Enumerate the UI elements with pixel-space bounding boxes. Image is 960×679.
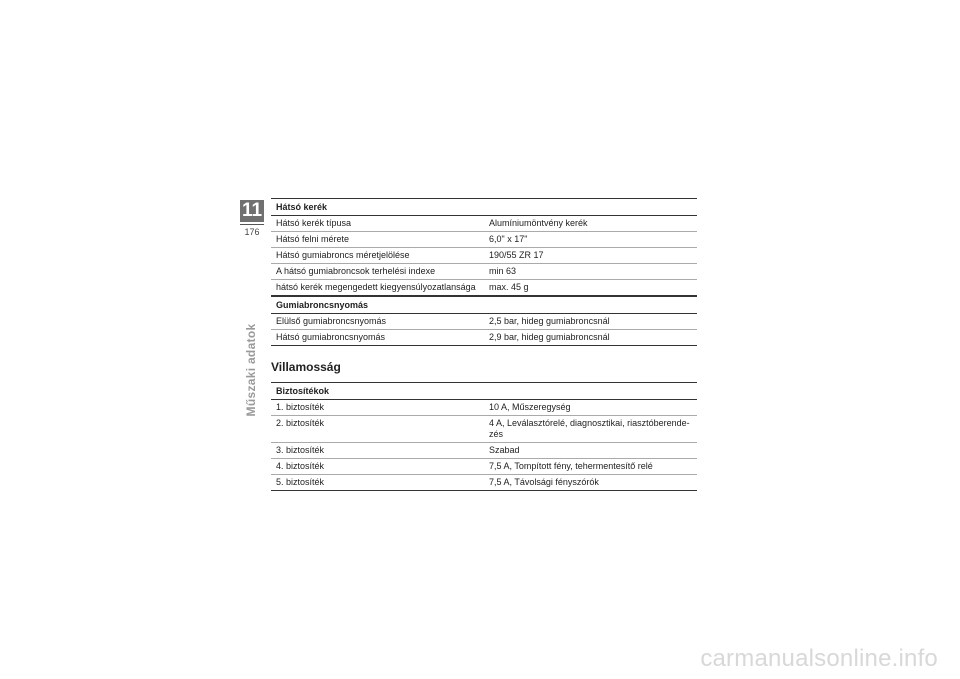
- row-value: 7,5 A, Tompított fény, tehermentesítő relé: [484, 459, 697, 475]
- fuses-heading: Biztosítékok: [271, 383, 697, 400]
- row-value: max. 45 g: [484, 280, 697, 296]
- table-row: [271, 264, 697, 280]
- table-row: [271, 216, 697, 232]
- table-row: [271, 443, 697, 459]
- row-label: Elülső gumiabroncsnyomás: [271, 314, 484, 330]
- row-label: 3. biztosíték: [271, 443, 484, 459]
- row-value: min 63: [484, 264, 697, 280]
- row-label: 5. biztosíték: [271, 475, 484, 491]
- page-number: 176: [240, 224, 264, 237]
- page-content: [271, 198, 697, 491]
- row-value: 7,5 A, Távolsági fényszórók: [484, 475, 697, 491]
- row-value: 4 A, Leválasztórelé, diagnosztikai, riasztóberende-zés: [484, 416, 697, 443]
- table-row: [271, 459, 697, 475]
- rear-wheel-rows: [271, 216, 697, 296]
- row-label: Hátsó kerék típusa: [271, 216, 484, 232]
- table-row: [271, 475, 697, 491]
- chapter-number: 11: [241, 200, 263, 221]
- row-label: hátsó kerék megengedett kiegyensúlyozatlansága: [271, 280, 484, 296]
- rear-wheel-table: [271, 198, 697, 296]
- row-label: 4. biztosíték: [271, 459, 484, 475]
- table-row: [271, 314, 697, 330]
- row-value: 190/55 ZR 17: [484, 248, 697, 264]
- fuses-rows: [271, 400, 697, 491]
- row-value: Szabad: [484, 443, 697, 459]
- row-value: 2,9 bar, hideg gumiabroncsnál: [484, 330, 697, 346]
- row-value: 10 A, Műszeregység: [484, 400, 697, 416]
- row-value: 2,5 bar, hideg gumiabroncsnál: [484, 314, 697, 330]
- fuses-table: [271, 382, 697, 491]
- table-row: [271, 280, 697, 296]
- electrical-section-title: Villamosság: [271, 360, 341, 374]
- row-label: 1. biztosíték: [271, 400, 484, 416]
- table-row: [271, 330, 697, 346]
- table-row: [271, 416, 697, 443]
- row-label: A hátsó gumiabroncsok terhelési indexe: [271, 264, 484, 280]
- row-value: 6,0" x 17": [484, 232, 697, 248]
- row-label: Hátsó felni mérete: [271, 232, 484, 248]
- chapter-marker: [240, 200, 264, 238]
- tire-pressure-table: [271, 296, 697, 346]
- table-row: [271, 248, 697, 264]
- row-label: Hátsó gumiabroncs méretjelölése: [271, 248, 484, 264]
- row-label: 2. biztosíték: [271, 416, 484, 443]
- tire-pressure-heading: Gumiabroncsnyomás: [271, 297, 697, 314]
- table-row: [271, 232, 697, 248]
- rear-wheel-heading: Hátsó kerék: [271, 199, 697, 216]
- chapter-side-title: Műszaki adatok: [244, 323, 258, 417]
- watermark-text: carmanualsonline.info: [700, 645, 938, 672]
- row-label: Hátsó gumiabroncsnyomás: [271, 330, 484, 346]
- row-value: Alumíniumöntvény kerék: [484, 216, 697, 232]
- tire-pressure-rows: [271, 314, 697, 346]
- table-row: [271, 400, 697, 416]
